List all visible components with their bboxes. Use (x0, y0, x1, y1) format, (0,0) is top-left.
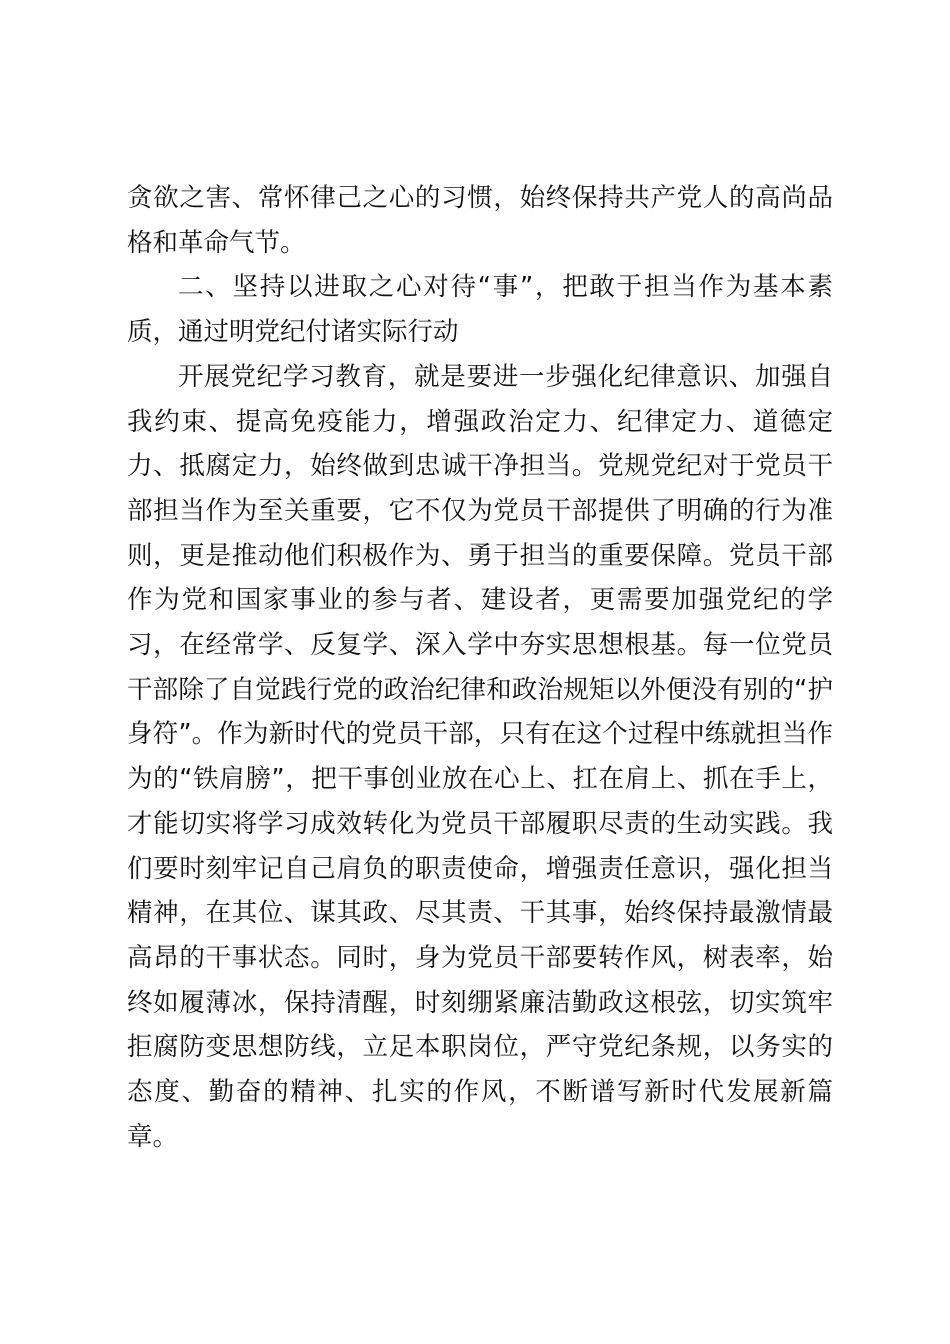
section-heading: 二、坚持以进取之心对待“事”，把敢于担当作为基本素质，通过明党纪付诸实际行动 (127, 272, 833, 348)
paragraph-continuation: 贪欲之害、常怀律己之心的习惯，始终保持共产党人的高尚品格和革命气节。 (127, 183, 833, 258)
paragraph-body: 开展党纪学习教育，就是要进一步强化纪律意识、加强自我约束、提高免疫能力，增强政治定力、纪律定力、道德定力、抵腐定力，始终做到忠诚干净担当。党规党纪对于党员干部担当作为至关重要，它不仅为党员干部提供了明确的行为准则，更是推动他们积极作为、勇于担当的重要保障。党员干部作为党和国家事业的参与者、建设者，更需要加强党纪的学习，在经常学、反复学、深入学中夯实思想根基。每一位党员干部除了自觉践行党的政治纪律和政治规矩以外便没有别的“护身符”。作为新时代的党员干部，只有在这个过程中练就担当作为的“铁肩膀”，把干事创业放在心上、扛在肩上、抓在手上，才能切实将学习成效转化为党员干部履职尽责的生动实践。我们要时刻牢记自己肩负的职责使命，增强责任意识，强化担当精神，在其位、谋其政、尽其责、干其事，始终保持最激情最高昂的干事状态。同时，身为党员干部要转作风，树表率，始终如履薄冰，保持清醒，时刻绷紧廉洁勤政这根弦，切实筑牢拒腐防变思想防线，立足本职岗位，严守党纪条规，以务实的态度、勤奋的精神、扎实的作风，不断谱写新时代发展新篇章。 (127, 361, 833, 1152)
document-body (127, 176, 833, 1159)
